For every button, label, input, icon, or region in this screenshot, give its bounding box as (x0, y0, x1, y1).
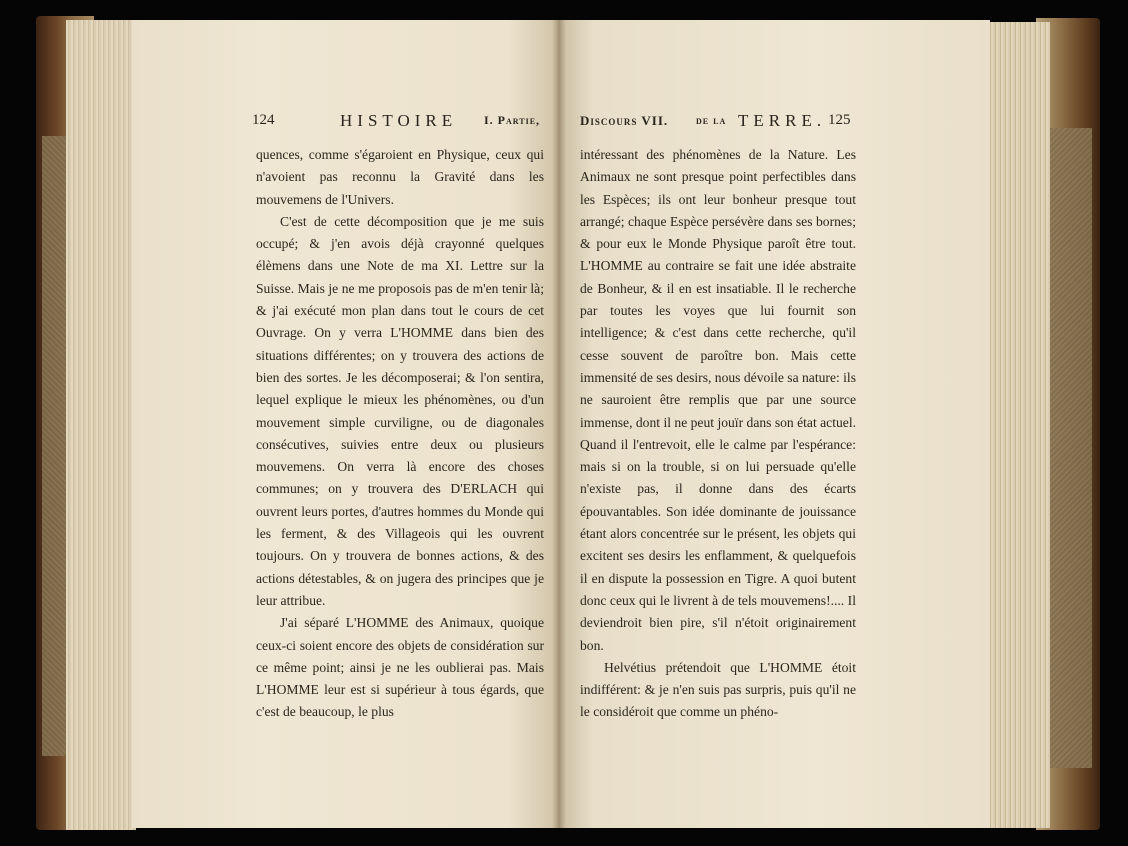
right-cover-board (1050, 128, 1092, 768)
right-page-connector: de la (696, 113, 727, 127)
left-page-title: HISTOIRE (340, 111, 458, 130)
left-page-number: 124 (252, 112, 275, 128)
right-paragraph-1: intéressant des phénomènes de la Nature. Les Animaux ne sont presque point perfectibles dans les Espèces; ils ont leur bonheur presque tout arrangé; chaque Espèce persévère dans ses bornes; & pour eux le Monde Physique paroît être tout. L'HOMME au contraire se fait une idée abstraite de Bonheur, & il en est insatiable. Il le recherche par toutes les voyes que lui fournit son intelligence; & c'est dans cette recherche, qu'il cesse souvent de paroître bon. Mais cette immensité de ses desirs, nous dévoile sa nature: ils ne sauroient être remplis que par une source immense, dont il ne peut jouïr dans son état actuel. Quand il l'entrevoit, elle le calme par l'espérance: mais si on la trouble, si on lui persuade qu'elle n'existe pas, il donne dans des écarts épouvantables. Son idée dominante de jouissance étant alors concentrée sur le présent, les objets qui excitent ses desirs les enflamment, & quelquefois il en dispute la possession en Tigre. A quoi butent donc ceux qui le livrent à de tels mouvemens!.... Il deviendroit bien pire, s'il n'étoit originairement bon. (580, 147, 856, 653)
left-page-text (256, 144, 544, 724)
right-page-title: TERRE. (738, 111, 827, 130)
left-page (132, 20, 560, 828)
right-page-section: Discours VII. (580, 113, 669, 128)
right-page-number: 125 (828, 112, 851, 128)
right-paragraph-2: Helvétius prétendoit que L'HOMME étoit indifférent: & je n'en suis pas surpris, puis qu'il ne le considéroit que comme un phéno- (580, 659, 856, 720)
left-running-head (252, 112, 552, 136)
right-page-edges (988, 22, 1050, 828)
right-page (558, 20, 990, 828)
left-page-part: I. Partie, (484, 113, 541, 127)
left-page-edges (66, 20, 136, 830)
right-page-text (580, 144, 856, 724)
left-paragraph-1: quences, comme s'égaroient en Physique, ceux qui n'avoient pas reconnu la Gravité dans les mouvemens de l'Univers. (256, 147, 544, 207)
left-paragraph-2: C'est de cette décomposition que je me suis occupé; & j'en avois déjà crayonné quelques élèmens dans une Note de ma XI. Lettre sur la Suisse. Mais je ne me proposois pas de m'en tenir là; & j'ai exécuté mon plan dans tout le cours de cet Ouvrage. On y verra L'HOMME dans bien des situations différentes; on y trouvera des actions de bien des sortes. Je les décomposerai; & l'on sentira, lequel explique le mieux les phénomènes, ou d'un mouvement simple curviligne, ou de diagonales consécutives, suivies entre deux ou plusieurs mouvemens. On verra là encore des choses communes; on y trouvera des D'ERLACH qui ouvrent leurs portes, d'autres hommes du Monde qui les ferment, & des Villageois qui les ouvrent toujours. On y trouvera de bonnes actions, & des actions détestables, & on jugera des principes que je leur attribue. (256, 213, 544, 608)
book-gutter (552, 20, 566, 828)
right-running-head (580, 112, 860, 136)
left-paragraph-3: J'ai séparé L'HOMME des Animaux, quoique ceux-ci soient encore des objets de considération sur ce même point; ainsi je ne les oublierai pas. Mais L'HOMME leur est si supérieur à tous égards, que c'est de beaucoup, le plus (256, 615, 544, 720)
